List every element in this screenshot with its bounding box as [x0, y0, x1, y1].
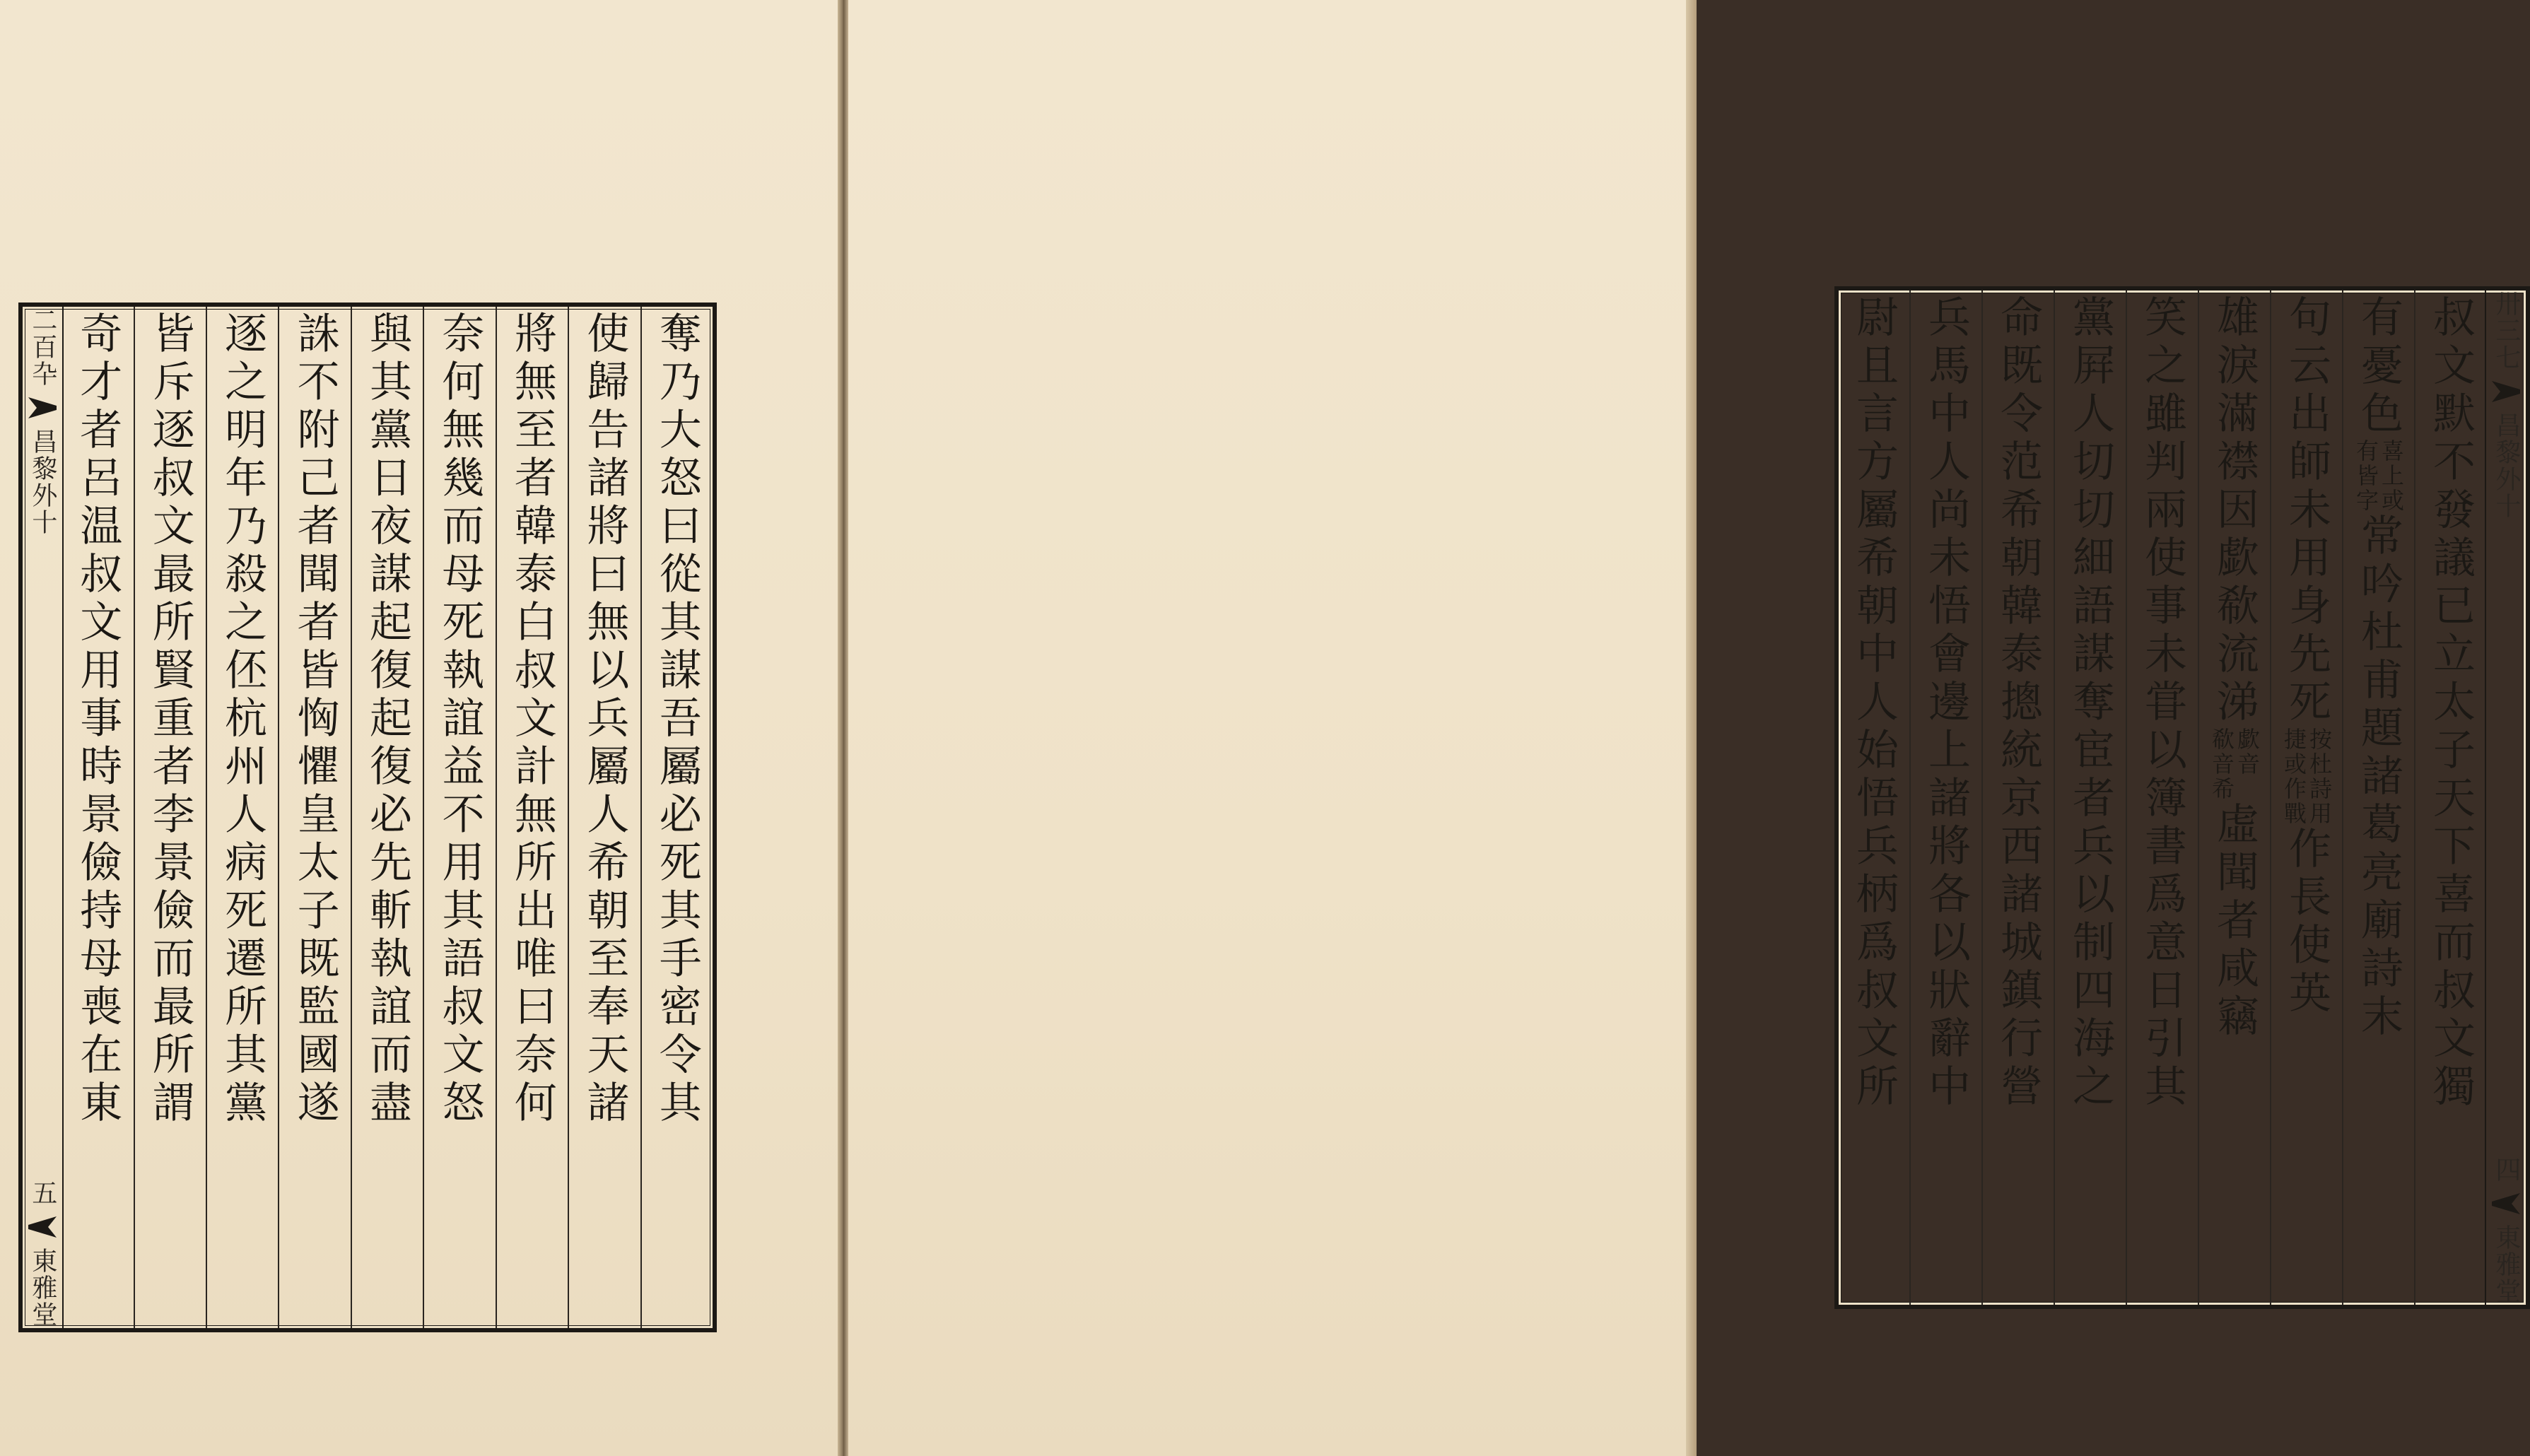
annotation-line: 作戰 — [2280, 777, 2307, 826]
text-column: 使歸告諸將曰無以兵屬人希朝至奉天諸 — [568, 307, 640, 1328]
left-page — [0, 0, 838, 1456]
main-text-segment: 常吟杜甫題諸葛亮廟詩末 — [2354, 513, 2403, 1042]
text-column: 黨屛人切切細語謀奪宦者兵以制四海之 — [2054, 290, 2126, 1305]
left-hall-name: 東雅堂 — [28, 1247, 57, 1328]
interlinear-annotation — [2280, 727, 2333, 777]
left-page-number: 五 — [28, 1180, 57, 1207]
text-column: 兵馬中人尚未悟會邊上諸將各以狀辭中 — [1909, 290, 1981, 1305]
fish-tail-upper-icon — [28, 397, 57, 418]
right-page-number: 四 — [2491, 1156, 2521, 1183]
page-right-edge — [1686, 0, 1697, 1456]
text-column: 誅不附己者聞者皆恟懼皇太子既監國遂 — [278, 307, 350, 1328]
main-text-segment: 句云出師未用身先死 — [2282, 295, 2331, 727]
book-gutter — [838, 0, 848, 1456]
right-text-columns — [1839, 290, 2486, 1305]
right-block-center-column — [2485, 290, 2527, 1305]
text-column: 逐之明年乃殺之伾杭州人病死遷所其黨 — [206, 307, 278, 1328]
left-folio-number: 二百卆 — [28, 307, 57, 387]
mixed-text-column — [2355, 295, 2403, 1305]
main-text-segment: 作長使英 — [2282, 826, 2331, 1018]
text-column: 奪乃大怒曰從其謀吾屬必死其手密令其 — [640, 307, 713, 1328]
text-column: 命既令范希朝韓泰摠統京西諸城鎮行營 — [1981, 290, 2054, 1305]
annotation-line: 按杜 — [2306, 727, 2333, 777]
text-column — [2270, 290, 2342, 1305]
right-hall-name: 東雅堂 — [2491, 1224, 2521, 1305]
mixed-text-column — [2210, 295, 2259, 1305]
interlinear-annotation — [2210, 727, 2259, 802]
text-column — [2342, 290, 2414, 1305]
annotation-line: 欷音希 — [2208, 727, 2235, 802]
main-text-segment: 虛聞者咸竊 — [2210, 802, 2259, 1042]
annotation-line: 有皆字 — [2353, 439, 2379, 513]
right-page — [848, 0, 2521, 1456]
text-column: 叔文默不發議已立太子天下喜而叔文獨 — [2414, 290, 2486, 1305]
mixed-text-column — [2280, 295, 2333, 1305]
annotation-line: 喜上或 — [2378, 439, 2405, 513]
text-column: 皆斥逐叔文最所賢重者李景儉而最所謂 — [134, 307, 206, 1328]
fish-tail-upper-icon — [2492, 381, 2520, 402]
main-text-segment: 雄淚滿襟因歔欷流涕 — [2210, 295, 2259, 727]
left-block-center-column — [21, 307, 64, 1328]
interlinear-annotation — [2280, 777, 2333, 826]
right-title-mark: 昌黎外十 — [2491, 412, 2521, 519]
fish-tail-lower-icon — [28, 1216, 57, 1238]
left-text-frame — [18, 303, 717, 1332]
main-text-segment: 有憂色 — [2354, 295, 2403, 439]
text-column: 將無至者韓泰白叔文計無所出唯曰奈何 — [496, 307, 568, 1328]
fish-tail-lower-icon — [2492, 1193, 2520, 1214]
annotation-line: 詩用 — [2306, 777, 2333, 826]
interlinear-annotation — [2355, 439, 2403, 513]
annotation-line: 歔音 — [2234, 727, 2261, 777]
text-column: 奇才者呂温叔文用事時景儉持母喪在東 — [73, 311, 123, 1128]
text-column: 奈何無幾而母死執誼益不用其語叔文怒 — [423, 307, 495, 1328]
text-column: 尉且言方屬希朝中人始悟兵柄爲叔文所 — [1849, 295, 1899, 1112]
left-text-columns — [62, 307, 713, 1328]
annotation-line: 捷或 — [2280, 727, 2307, 777]
right-folio-number: 卅三七 — [2491, 290, 2521, 371]
text-column: 笑之雖判兩使事未甞以簿書爲意日引其 — [2126, 290, 2198, 1305]
text-column: 與其黨日夜謀起復起復必先斬執誼而盡 — [351, 307, 423, 1328]
right-text-frame — [1834, 286, 2530, 1309]
text-column — [2198, 290, 2270, 1305]
left-title-mark: 昌黎外十 — [28, 428, 57, 536]
